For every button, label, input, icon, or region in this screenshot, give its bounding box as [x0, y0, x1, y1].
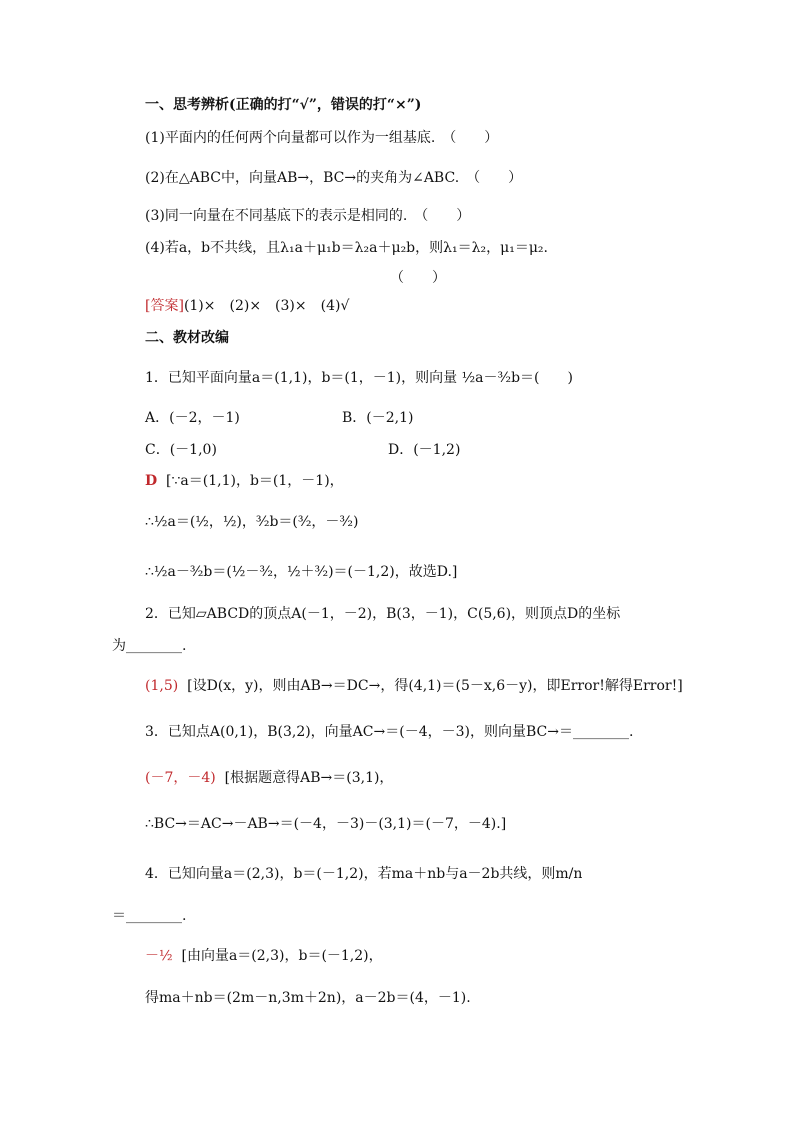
q1-option-d: D．(－1,2)	[388, 442, 461, 458]
q4-sol1: [由向量a＝(2,3)，b＝(－1,2)，	[181, 948, 383, 964]
q3-solution-line2: ∴BC→＝AC→－AB→＝(－4，－3)－(3,1)＝(－7，－4).]	[145, 816, 507, 832]
q4-stem-cont: ＝________.	[112, 908, 187, 924]
q4-solution-line2: 得ma＋nb＝(2m－n,3m＋2n)，a－2b＝(4，－1).	[145, 990, 471, 1006]
q1-option-b: B．(－2,1)	[342, 410, 414, 426]
q1-answer: D	[145, 473, 158, 489]
q3-stem: 3．已知点A(0,1)，B(3,2)，向量AC→＝(－4，－3)，则向量BC→＝________.	[145, 724, 634, 740]
section2-heading: 二、教材改编	[145, 330, 229, 346]
q2-stem: 2．已知▱ABCD的顶点A(－1，－2)，B(3，－1)，C(5,6)，则顶点D的坐标	[145, 606, 621, 622]
judge-item-1: (1)平面内的任何两个向量都可以作为一组基底. （ ）	[145, 130, 499, 146]
judge-item-4: (4)若a，b不共线，且λ₁a＋μ₁b＝λ₂a＋μ₂b，则λ₁＝λ₂，μ₁＝μ₂.	[145, 240, 548, 256]
q3-sol1: [根据题意得AB→＝(3,1)，	[224, 770, 394, 786]
judge-item-4-paren: （ ）	[390, 270, 446, 286]
q2-stem-cont: 为________.	[112, 638, 187, 654]
answer-tag: [答案]	[145, 298, 184, 314]
q4-solution-line1	[145, 946, 383, 966]
answer-text: (1)× (2)× (3)× (4)√	[183, 298, 350, 314]
q2-solution	[145, 676, 683, 696]
judge-item-2: (2)在△ABC中，向量AB→，BC→的夹角为∠ABC. （ ）	[145, 170, 523, 186]
q1-stem: 1．已知平面向量a＝(1,1)，b＝(1，－1)，则向量 ½a－³⁄₂b＝( )	[145, 370, 573, 386]
q1-solution-line3: ∴½a－³⁄₂b＝(½－³⁄₂，½＋³⁄₂)＝(－1,2)，故选D.]	[145, 564, 458, 580]
q1-option-c: C．(－1,0)	[145, 442, 217, 458]
q1-sol1: [∵a＝(1,1)，b＝(1，－1)，	[166, 473, 344, 489]
q3-solution-line1	[145, 768, 393, 788]
q1-option-a: A．(－2，－1)	[145, 410, 240, 426]
q3-answer: (－7，－4)	[145, 770, 216, 786]
q4-stem: 4．已知向量a＝(2,3)，b＝(－1,2)，若ma＋nb与a－2b共线，则m/n	[145, 866, 583, 882]
judge-item-3: (3)同一向量在不同基底下的表示是相同的. （ ）	[145, 208, 471, 224]
q2-sol: [设D(x，y)，则由AB→＝DC→，得(4,1)＝(5－x,6－y)，即Error!解得Error!]	[187, 678, 683, 694]
q2-answer: (1,5)	[145, 678, 179, 694]
q1-solution-line1	[145, 471, 344, 491]
section1-heading: 一、思考辨析(正确的打“√”，错误的打“×”)	[145, 97, 422, 113]
section1-answer	[145, 296, 349, 316]
q4-answer: －½	[145, 948, 173, 964]
q1-solution-line2: ∴½a＝(½，½)，³⁄₂b＝(³⁄₂，－³⁄₂)	[145, 514, 359, 530]
